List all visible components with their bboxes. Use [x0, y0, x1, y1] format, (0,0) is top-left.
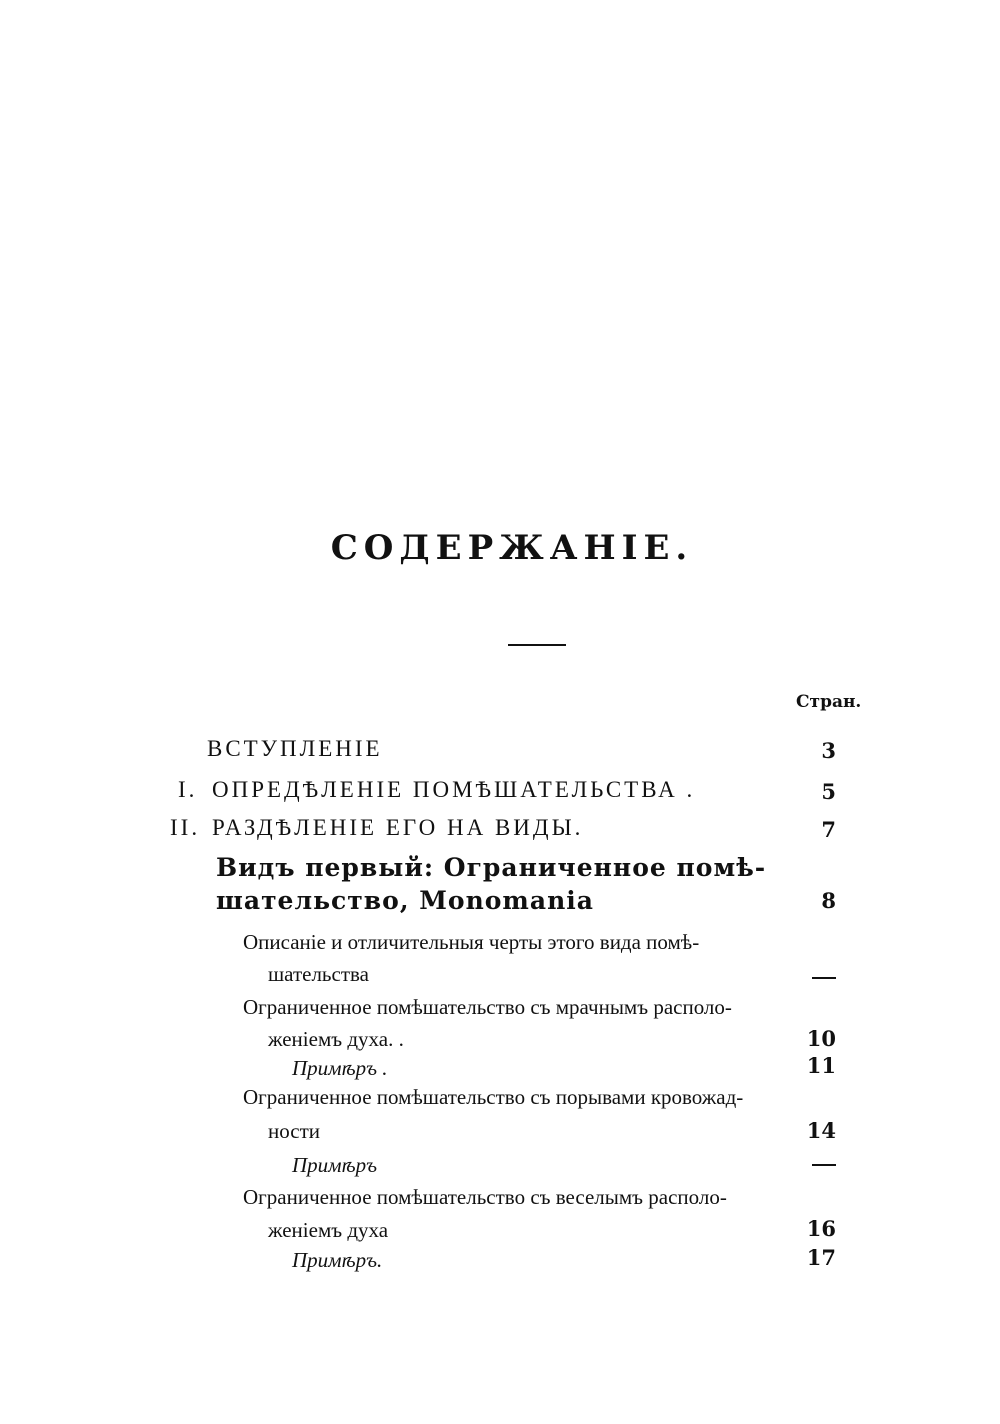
toc-page-number: 17 — [806, 1245, 836, 1270]
toc-page-number: 11 — [806, 1053, 836, 1078]
toc-subentry-line-1: Ограниченное помѣшательство съ порывами кровожад- — [243, 1085, 744, 1109]
title-divider — [508, 644, 566, 646]
toc-page-dash — [812, 1164, 836, 1166]
toc-page-number: 8 — [821, 888, 836, 913]
toc-entry-prefix: I. — [178, 777, 198, 802]
toc-page-dash — [812, 977, 836, 979]
toc-subentry-line-1: Описаніе и отличительныя черты этого вида помѣ- — [243, 930, 700, 954]
toc-section-line-1: Видъ первый: Ограниченное помѣ- — [216, 853, 767, 882]
toc-subentry-line-2: женіемъ духа — [268, 1218, 389, 1242]
toc-page-number: 5 — [821, 779, 836, 804]
toc-page-number: 7 — [821, 817, 836, 842]
toc-entry-introduction: ВСТУПЛЕНІЕ — [207, 736, 383, 761]
toc-page-number: 10 — [806, 1026, 836, 1051]
toc-example-entry: Примѣръ — [292, 1153, 377, 1177]
toc-page-number: 3 — [821, 738, 836, 763]
toc-entry-definition: ОПРЕДѢЛЕНІЕ ПОМѢШАТЕЛЬСТВА . — [212, 777, 696, 802]
toc-subentry-line-1: Ограниченное помѣшательство съ мрачнымъ располо- — [243, 995, 732, 1019]
toc-example-entry: Примѣръ. — [292, 1248, 383, 1272]
toc-subentry-line-1: Ограниченное помѣшательство съ веселымъ располо- — [243, 1185, 727, 1209]
toc-entry-division: РАЗДѢЛЕНІЕ ЕГО НА ВИДЫ. — [212, 815, 584, 840]
toc-subentry-line-2: ности — [268, 1119, 320, 1143]
toc-entry-prefix: II. — [170, 815, 201, 840]
page-title: СОДЕРЖАНІЕ. — [330, 528, 694, 568]
toc-example-entry: Примѣръ . — [292, 1056, 388, 1080]
page-column-header: Стран. — [796, 692, 862, 712]
toc-page-number: 14 — [806, 1118, 836, 1143]
toc-subentry-line-2: шательства — [268, 962, 369, 986]
toc-subentry-line-2: женіемъ духа. . — [268, 1027, 404, 1051]
toc-section-line-2: шательство, Monomania — [216, 886, 594, 915]
toc-page-number: 16 — [806, 1216, 836, 1241]
